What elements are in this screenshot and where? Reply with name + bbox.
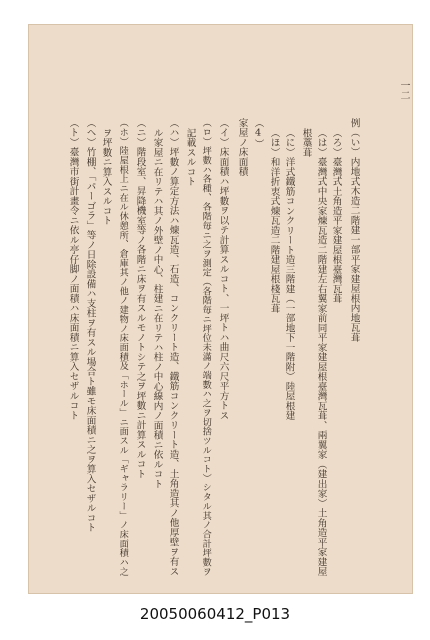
document-page	[28, 24, 413, 594]
text-column: ヲ坪數ニ算入スルコト	[100, 128, 112, 226]
text-column: 記載スルコト	[184, 128, 196, 187]
text-column: 家屋ノ床面積	[236, 118, 248, 177]
text-column: （ハ）坪數ノ算定方法ハ煉瓦造、石造、コンクリート造、鐵筋コンクリート造、土角造其ノ他厚壁ヲ有ス	[167, 118, 179, 577]
page-number: 一二	[398, 80, 409, 100]
text-column: （ロ）坪數ハ各種、各階毎ニ之ヲ測定（各階毎ニ坪位未滿ノ端數ハ之ヲ切捨ツルコト）シタル其ノ合計坪數ヲ	[200, 118, 212, 577]
text-column: ル家屋ニ在リテハ其ノ外壁ノ中心、柱建ニ在リテハ柱ノ中心線内ノ面積ニ依ルコト	[151, 128, 163, 489]
text-column: （ニ）階段室、昇降機室等ノ各階ニ床ヲ有スルモノトシテ之ヲ坪數ニ計算スルコト	[134, 118, 146, 479]
text-column: （は）臺灣式中央家煉瓦造二階建左右翼家前同平家建屋根臺灣瓦葺、兩翼家（建出家）土角造平家建屋	[315, 128, 327, 577]
text-column: 例（い）内地式木造二階建一部平家建屋根内地瓦葺	[348, 118, 360, 343]
catalog-id-caption: 20050060412_P013	[139, 605, 291, 623]
text-column: （ト）臺灣市街計畫令ニ依ル亭仔脚ノ面積ハ床面積ニ算入セザルコト	[67, 118, 79, 421]
text-column: （ホ）陸屋根上ニ在ル休憩所、倉庫其ノ他ノ建物ノ床面積及「ホール」ニ面スル「ギャラリー」ノ床面積ハ之	[117, 118, 129, 577]
text-column: （4）	[252, 118, 264, 149]
text-column: （に）洋式鐵筋コンクリート造三階建（一部地下一階附）陸屋根建	[283, 128, 295, 421]
text-column: （イ）床面積ハ坪數ヲ以テ計算スルコト、一坪トハ曲尺六尺平方トス	[217, 118, 229, 421]
text-column: （ヘ）竹棚、「パーゴラ」等ノ日除設備ハ支柱ヲ有スル場合ト雖モ床面積ニ之ヲ算入セザルコト	[84, 118, 96, 533]
text-column: 根藁葺	[300, 128, 312, 158]
text-column: （ほ）和洋折衷式煉瓦造二階建屋根棧瓦葺	[268, 128, 280, 314]
text-column: （ろ）臺灣式土角造平家建屋根臺灣瓦葺	[330, 128, 342, 304]
